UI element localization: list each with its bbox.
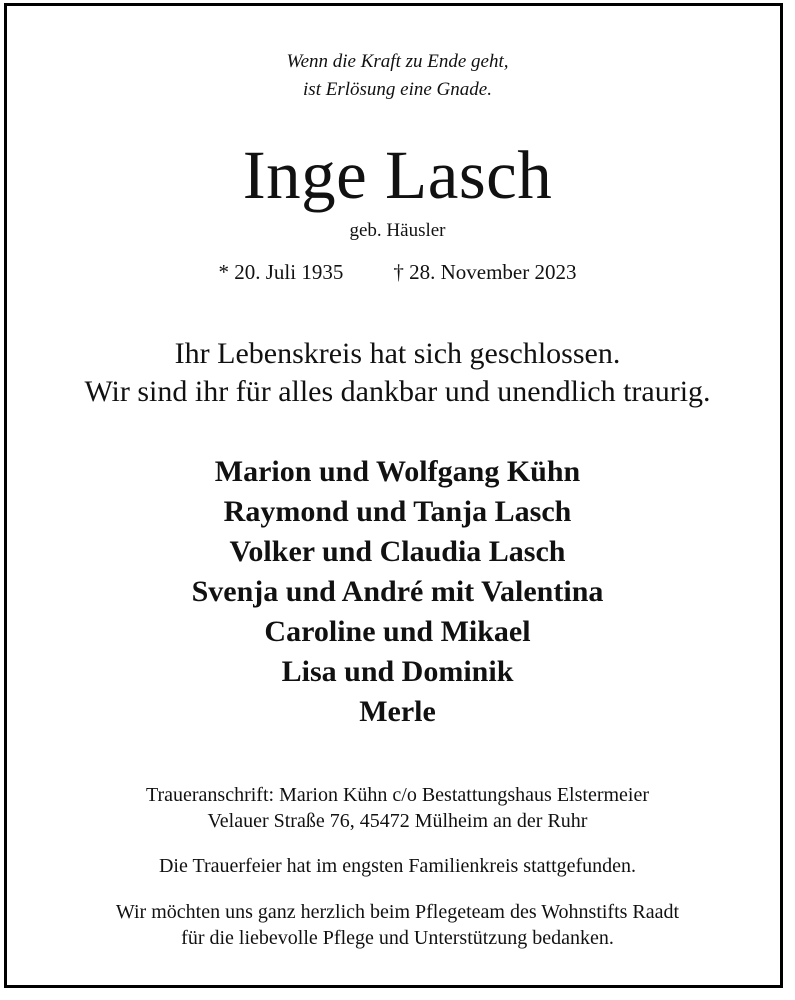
maiden-name: geb. Häusler: [349, 220, 446, 241]
birth-date: * 20. Juli 1935: [218, 260, 344, 284]
address-line-2: Velauer Straße 76, 45472 Mülheim an der Ruhr: [207, 810, 588, 832]
mourner-name: Marion und Wolfgang Kühn: [214, 455, 581, 488]
deceased-name: Inge Lasch: [242, 137, 553, 213]
statement-line-2: Wir sind ihr für alles dankbar und unendlich traurig.: [84, 375, 711, 408]
statement-line-1: Ihr Lebenskreis hat sich geschlossen.: [174, 337, 621, 370]
ceremony-note: Die Trauerfeier hat im engsten Familienkreis stattgefunden.: [158, 855, 637, 877]
motto-line-1: Wenn die Kraft zu Ende geht,: [286, 51, 509, 72]
mourner-name: Caroline und Mikael: [264, 615, 531, 648]
life-dates: [0, 262, 795, 283]
mourner-name: Raymond und Tanja Lasch: [223, 495, 572, 528]
thanks-line-1: Wir möchten uns ganz herzlich beim Pflegeteam des Wohnstifts Raadt: [115, 901, 680, 923]
thanks-line-2: für die liebevolle Pflege und Unterstützung bedanken.: [181, 927, 614, 949]
death-date: † 28. November 2023: [393, 260, 577, 284]
mourner-name: Volker und Claudia Lasch: [229, 535, 566, 568]
mourner-name: Lisa und Dominik: [281, 655, 514, 688]
motto-line-2: ist Erlösung eine Gnade.: [303, 79, 492, 100]
mourner-name: Merle: [359, 695, 436, 728]
address-line-1: Traueranschrift: Marion Kühn c/o Bestattungshaus Elstermeier: [145, 784, 650, 806]
mourner-name: Svenja und André mit Valentina: [191, 575, 604, 608]
